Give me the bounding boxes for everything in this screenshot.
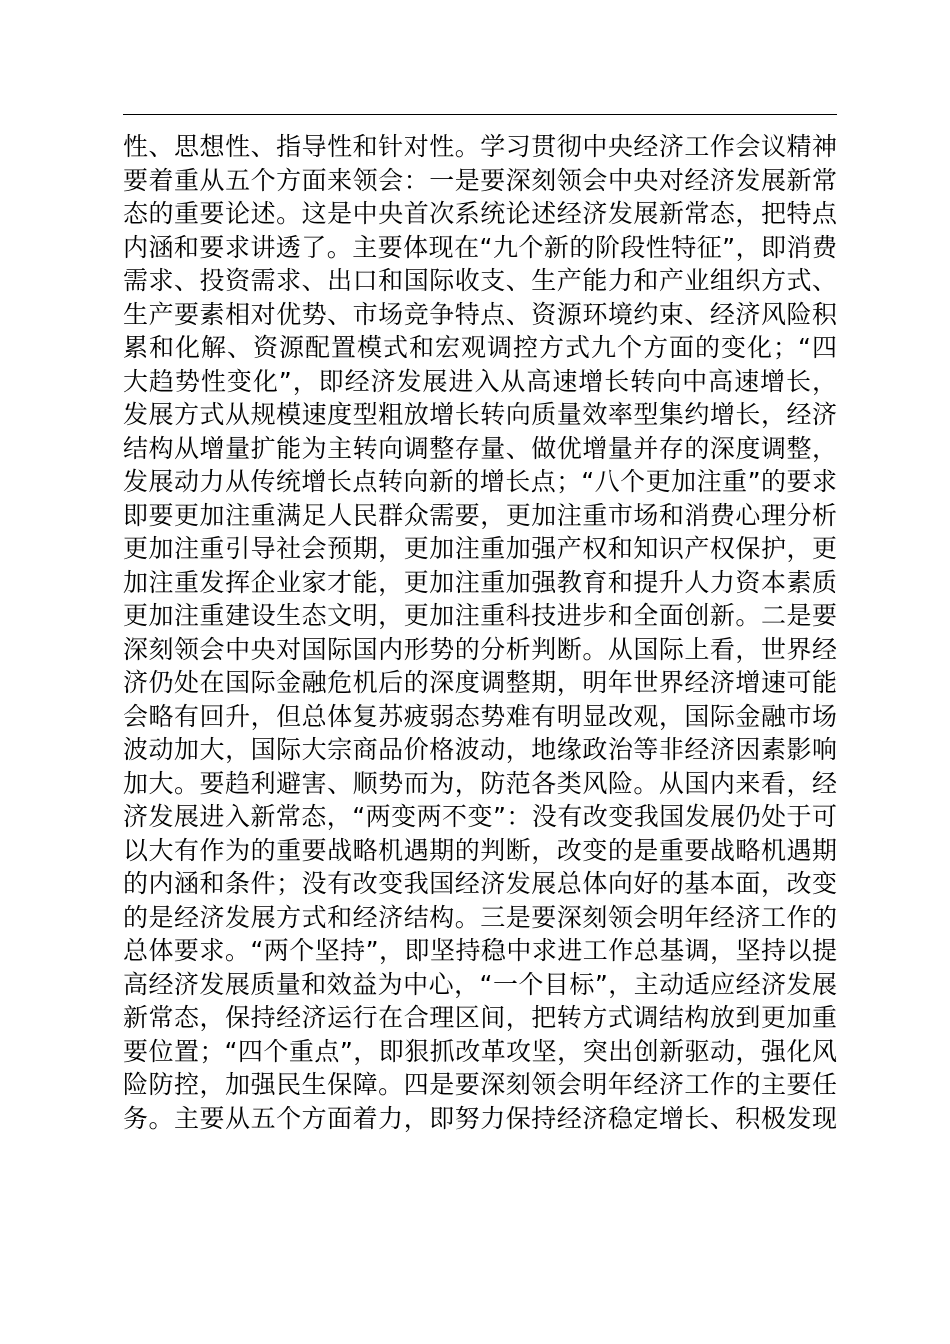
text-line: 累和化解、资源配置模式和宏观调控方式九个方面的变化；“四 bbox=[123, 333, 837, 362]
text-line: 总体要求。“两个坚持”，即坚持稳中求进工作总基调，坚持以提 bbox=[123, 936, 837, 965]
text-line: 要着重从五个方面来领会：一是要深刻领会中央对经济发展新常 bbox=[123, 165, 837, 195]
text-line: 生产要素相对优势、市场竞争特点、资源环境约束、经济风险积 bbox=[123, 299, 837, 329]
text-line: 大趋势性变化”，即经济发展进入从高速增长转向中高速增长， bbox=[123, 366, 837, 396]
text-line: 加注重发挥企业家才能，更加注重加强教育和提升人力资本素质 bbox=[123, 567, 837, 597]
text-line: 发展方式从规模速度型粗放增长转向质量效率型集约增长，经济 bbox=[123, 400, 837, 429]
text-line: 即要更加注重满足人民群众需要，更加注重市场和消费心理分析 bbox=[123, 500, 837, 530]
text-line: 发展动力从传统增长点转向新的增长点；“八个更加注重”的要求 bbox=[123, 467, 837, 496]
text-line: 险防控，加强民生保障。四是要深刻领会明年经济工作的主要任 bbox=[123, 1070, 837, 1099]
text-line: 要位置；“四个重点”，即狠抓改革攻坚，突出创新驱动，强化风 bbox=[123, 1036, 837, 1066]
text-line: 结构从增量扩能为主转向调整存量、做优增量并存的深度调整， bbox=[123, 433, 837, 463]
text-line: 波动加大，国际大宗商品价格波动，地缘政治等非经济因素影响 bbox=[123, 735, 837, 764]
text-line: 济发展进入新常态，“两变两不变”：没有改变我国发展仍处于可 bbox=[123, 802, 837, 831]
text-line: 需求、投资需求、出口和国际收支、生产能力和产业组织方式、 bbox=[123, 266, 837, 295]
header-rule bbox=[123, 114, 837, 115]
body-paragraph bbox=[123, 130, 837, 1135]
text-line: 会略有回升，但总体复苏疲弱态势难有明显改观，国际金融市场 bbox=[123, 701, 837, 731]
text-line: 加大。要趋利避害、顺势而为，防范各类风险。从国内来看，经 bbox=[123, 768, 837, 798]
text-line: 态的重要论述。这是中央首次系统论述经济发展新常态，把特点 bbox=[123, 199, 837, 228]
text-line: 内涵和要求讲透了。主要体现在“九个新的阶段性特征”，即消费 bbox=[123, 232, 837, 262]
text-line: 新常态，保持经济运行在合理区间，把转方式调结构放到更加重 bbox=[123, 1003, 837, 1032]
text-line: 更加注重引导社会预期，更加注重加强产权和知识产权保护，更 bbox=[123, 534, 837, 563]
text-line: 的是经济发展方式和经济结构。三是要深刻领会明年经济工作的 bbox=[123, 902, 837, 932]
text-line: 的内涵和条件；没有改变我国经济发展总体向好的基本面，改变 bbox=[123, 869, 837, 898]
text-line: 以大有作为的重要战略机遇期的判断，改变的是重要战略机遇期 bbox=[123, 835, 837, 865]
text-line: 高经济发展质量和效益为中心，“一个目标”，主动适应经济发展 bbox=[123, 969, 837, 999]
text-line: 更加注重建设生态文明，更加注重科技进步和全面创新。二是要 bbox=[123, 601, 837, 630]
text-line: 济仍处在国际金融危机后的深度调整期，明年世界经济增速可能 bbox=[123, 668, 837, 697]
text-line: 性、思想性、指导性和针对性。学习贯彻中央经济工作会议精神 bbox=[123, 132, 837, 161]
text-line: 深刻领会中央对国际国内形势的分析判断。从国际上看，世界经 bbox=[123, 634, 837, 664]
text-line: 务。主要从五个方面着力，即努力保持经济稳定增长、积极发现 bbox=[123, 1103, 837, 1133]
